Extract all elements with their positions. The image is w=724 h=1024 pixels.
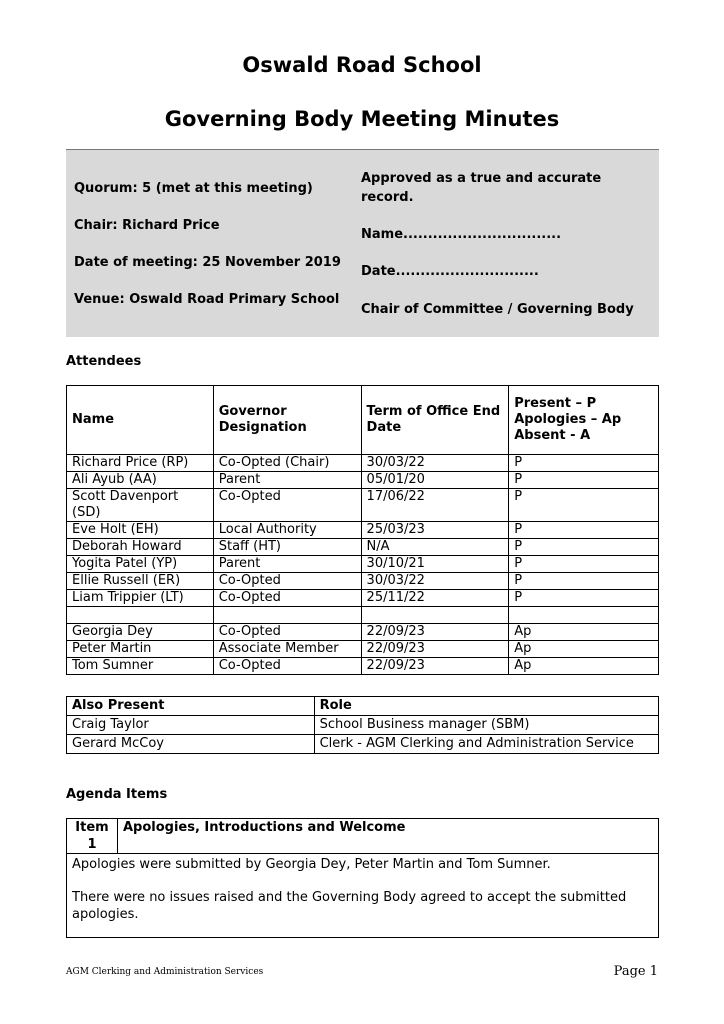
also-present-table bbox=[66, 696, 659, 754]
attendee-status: Ap bbox=[509, 624, 659, 641]
attendee-term-end: 25/03/23 bbox=[361, 522, 509, 539]
approval-text: Approved as a true and accurate record. bbox=[361, 171, 602, 205]
agenda-item-table bbox=[66, 818, 659, 938]
column-header-also-present: Also Present bbox=[67, 697, 315, 716]
attendee-name: Ali Ayub (AA) bbox=[67, 472, 214, 489]
attendee-status: Ap bbox=[509, 641, 659, 658]
attendee-designation bbox=[213, 607, 361, 624]
attendee-designation: Parent bbox=[213, 556, 361, 573]
attendee-term-end: N/A bbox=[361, 539, 509, 556]
attendee-name: Georgia Dey bbox=[67, 624, 214, 641]
attendee-term-end: 30/03/22 bbox=[361, 455, 509, 472]
attendee-designation: Associate Member bbox=[213, 641, 361, 658]
guest-role: Clerk - AGM Clerking and Administration Service bbox=[314, 735, 658, 754]
chair-of-committee-text: Chair of Committee / Governing Body bbox=[361, 302, 634, 317]
quorum-text: Quorum: 5 (met at this meeting) bbox=[74, 181, 313, 196]
meeting-info-box bbox=[66, 149, 659, 337]
attendee-name: Richard Price (RP) bbox=[67, 455, 214, 472]
guest-name: Gerard McCoy bbox=[67, 735, 315, 754]
attendee-status: Ap bbox=[509, 658, 659, 675]
guest-role: School Business manager (SBM) bbox=[314, 716, 658, 735]
table-row bbox=[67, 590, 659, 607]
attendee-term-end: 17/06/22 bbox=[361, 489, 509, 522]
attendee-status: P bbox=[509, 539, 659, 556]
table-row bbox=[67, 658, 659, 675]
column-header-term-end: Term of Office End Date bbox=[361, 386, 509, 455]
attendees-table bbox=[66, 385, 659, 675]
venue-text: Venue: Oswald Road Primary School bbox=[74, 292, 340, 307]
attendee-designation: Local Authority bbox=[213, 522, 361, 539]
attendee-designation: Co-Opted bbox=[213, 624, 361, 641]
table-row bbox=[67, 641, 659, 658]
attendee-designation: Co-Opted (Chair) bbox=[213, 455, 361, 472]
attendee-name: Peter Martin bbox=[67, 641, 214, 658]
attendee-status bbox=[509, 607, 659, 624]
attendee-name: Ellie Russell (ER) bbox=[67, 573, 214, 590]
attendee-term-end bbox=[361, 607, 509, 624]
column-header-role: Role bbox=[314, 697, 658, 716]
attendee-name bbox=[67, 607, 214, 624]
agenda-paragraph: There were no issues raised and the Governing Body agreed to accept the submitted apologies. bbox=[72, 890, 627, 922]
table-row bbox=[67, 455, 659, 472]
attendee-designation: Co-Opted bbox=[213, 489, 361, 522]
table-row bbox=[67, 539, 659, 556]
agenda-item-body bbox=[67, 854, 659, 938]
attendee-name: Liam Trippier (LT) bbox=[67, 590, 214, 607]
attendee-term-end: 22/09/23 bbox=[361, 658, 509, 675]
document-title: Governing Body Meeting Minutes bbox=[164, 107, 560, 131]
attendee-name: Scott Davenport (SD) bbox=[67, 489, 214, 522]
table-row bbox=[67, 716, 659, 735]
attendee-name: Eve Holt (EH) bbox=[67, 522, 214, 539]
attendee-term-end: 22/09/23 bbox=[361, 624, 509, 641]
guest-name: Craig Taylor bbox=[67, 716, 315, 735]
agenda-heading: Agenda Items bbox=[66, 787, 168, 802]
page-number: Page 1 bbox=[613, 964, 658, 979]
table-row bbox=[67, 624, 659, 641]
attendee-status: P bbox=[509, 573, 659, 590]
attendee-designation: Co-Opted bbox=[213, 590, 361, 607]
agenda-item-number: Item 1 bbox=[67, 819, 118, 854]
column-header-designation: Governor Designation bbox=[213, 386, 361, 455]
table-row bbox=[67, 735, 659, 754]
table-row bbox=[67, 556, 659, 573]
column-header-name: Name bbox=[67, 386, 214, 455]
agenda-paragraph: Apologies were submitted by Georgia Dey, Peter Martin and Tom Sumner. bbox=[72, 857, 551, 872]
attendee-designation: Co-Opted bbox=[213, 573, 361, 590]
table-row bbox=[67, 472, 659, 489]
attendee-name: Yogita Patel (YP) bbox=[67, 556, 214, 573]
attendee-designation: Parent bbox=[213, 472, 361, 489]
attendee-name: Deborah Howard bbox=[67, 539, 214, 556]
attendee-status: P bbox=[509, 455, 659, 472]
table-row bbox=[67, 573, 659, 590]
table-row bbox=[67, 489, 659, 522]
attendee-status: P bbox=[509, 590, 659, 607]
attendee-term-end: 30/10/21 bbox=[361, 556, 509, 573]
chair-text: Chair: Richard Price bbox=[74, 218, 220, 233]
footer-organisation: AGM Clerking and Administration Services bbox=[66, 967, 264, 977]
attendees-heading: Attendees bbox=[66, 354, 142, 369]
attendee-status: P bbox=[509, 522, 659, 539]
attendee-designation: Co-Opted bbox=[213, 658, 361, 675]
table-row-empty bbox=[67, 607, 659, 624]
attendee-term-end: 05/01/20 bbox=[361, 472, 509, 489]
attendee-status: P bbox=[509, 489, 659, 522]
attendee-term-end: 22/09/23 bbox=[361, 641, 509, 658]
column-header-attendance: Present – P Apologies – Ap Absent - A bbox=[509, 386, 659, 455]
attendee-name: Tom Sumner bbox=[67, 658, 214, 675]
attendee-status: P bbox=[509, 472, 659, 489]
attendee-status: P bbox=[509, 556, 659, 573]
table-row bbox=[67, 522, 659, 539]
attendee-term-end: 30/03/22 bbox=[361, 573, 509, 590]
signature-name-line: Name................................ bbox=[361, 227, 562, 242]
attendee-designation: Staff (HT) bbox=[213, 539, 361, 556]
signature-date-line: Date............................. bbox=[361, 264, 539, 279]
attendee-term-end: 25/11/22 bbox=[361, 590, 509, 607]
meeting-date-text: Date of meeting: 25 November 2019 bbox=[74, 255, 341, 270]
agenda-item-title: Apologies, Introductions and Welcome bbox=[117, 819, 658, 854]
school-title: Oswald Road School bbox=[242, 53, 482, 77]
